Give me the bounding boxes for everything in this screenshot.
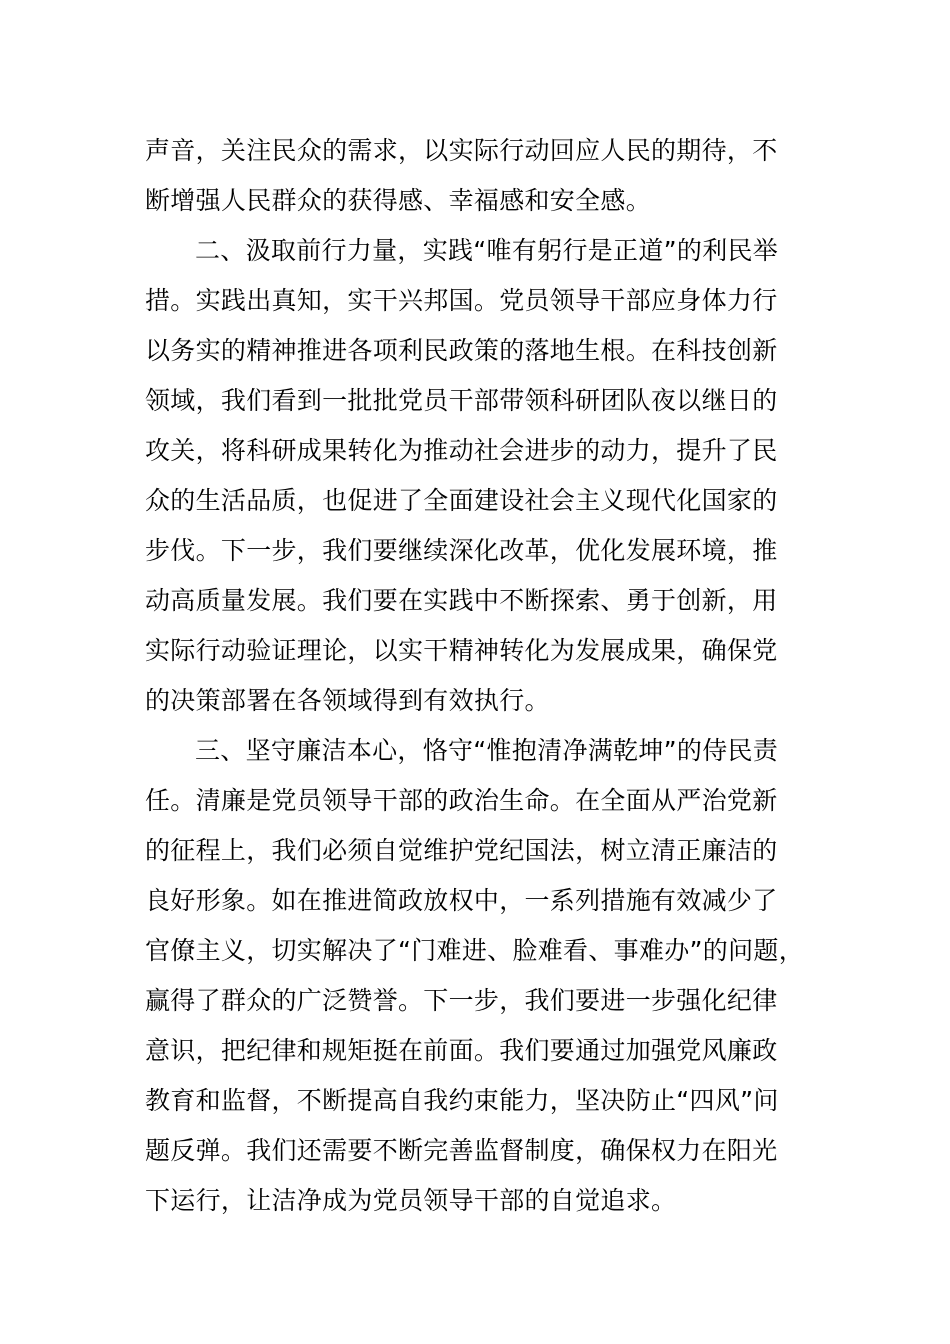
text-line: 意识，把纪律和规矩挺在前面。我们要通过加强党风廉政 [145, 1036, 778, 1065]
section-three-heading-line: 三、坚守廉洁本心，恪守“惟抱清净满乾坤”的侍民责 [195, 736, 779, 765]
text-line: 题反弹。我们还需要不断完善监督制度，确保权力在阳光 [145, 1136, 778, 1165]
text-line: 官僚主义，切实解决了“门难进、脸难看、事难办”的问题， [145, 936, 805, 965]
text-line: 断增强人民群众的获得感、幸福感和安全感。 [145, 186, 652, 215]
text-line: 动高质量发展。我们要在实践中不断探索、勇于创新，用 [145, 586, 778, 615]
text-line: 实际行动验证理论，以实干精神转化为发展成果，确保党 [145, 636, 778, 665]
section-two-heading-line: 二、汲取前行力量，实践“唯有躬行是正道”的利民举 [195, 236, 779, 265]
text-line: 声音，关注民众的需求，以实际行动回应人民的期待，不 [145, 136, 778, 165]
text-line: 良好形象。如在推进简政放权中，一系列措施有效减少了 [145, 886, 778, 915]
text-line: 赢得了群众的广泛赞誉。下一步，我们要进一步强化纪律 [145, 986, 778, 1015]
text-line: 众的生活品质，也促进了全面建设社会主义现代化国家的 [145, 486, 778, 515]
text-line: 教育和监督，不断提高自我约束能力，坚决防止“四风”问 [145, 1086, 779, 1115]
text-line: 的决策部署在各领域得到有效执行。 [145, 686, 550, 715]
text-line: 措。实践出真知，实干兴邦国。党员领导干部应身体力行 [145, 286, 778, 315]
text-line: 的征程上，我们必须自觉维护党纪国法，树立清正廉洁的 [145, 836, 778, 865]
text-line: 领域，我们看到一批批党员干部带领科研团队夜以继日的 [145, 386, 778, 415]
body-text [145, 126, 835, 1226]
text-line: 下运行，让洁净成为党员领导干部的自觉追求。 [145, 1186, 677, 1215]
text-line: 步伐。下一步，我们要继续深化改革，优化发展环境，推 [145, 536, 778, 565]
text-line: 以务实的精神推进各项利民政策的落地生根。在科技创新 [145, 336, 778, 365]
text-line: 攻关，将科研成果转化为推动社会进步的动力，提升了民 [145, 436, 778, 465]
text-line: 任。清廉是党员领导干部的政治生命。在全面从严治党新 [145, 786, 778, 815]
